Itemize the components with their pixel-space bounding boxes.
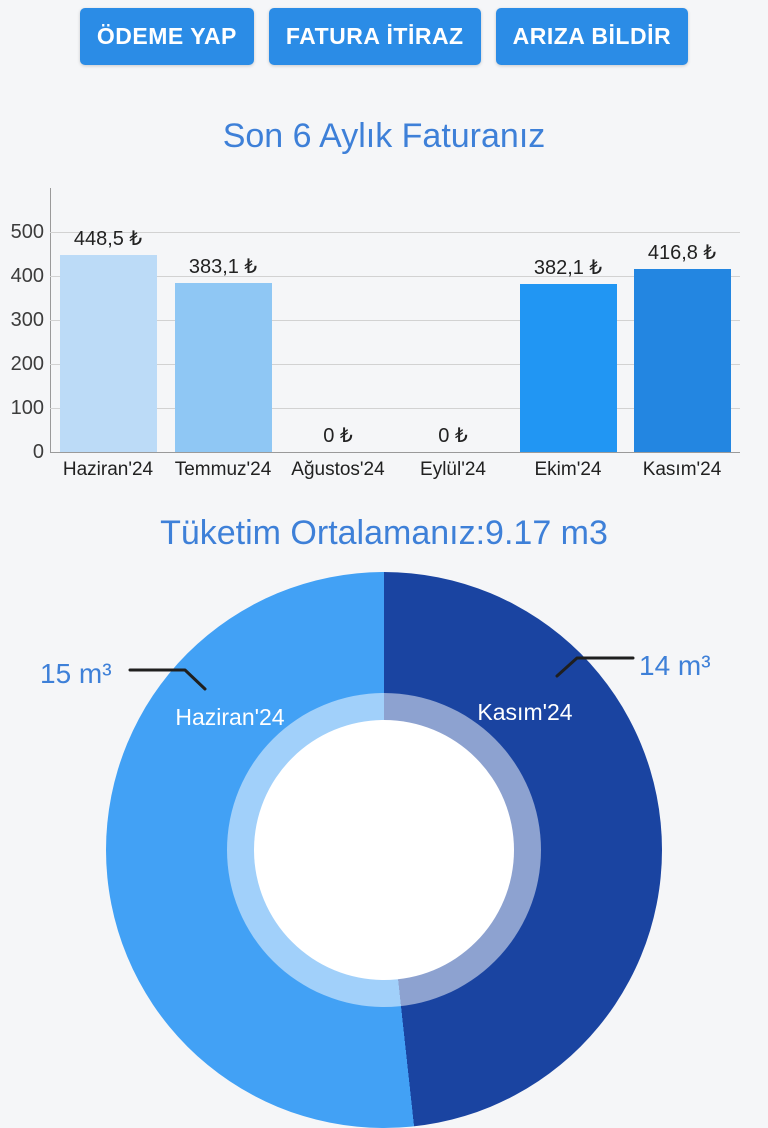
y-tick-label: 500 (10, 221, 44, 243)
donut-slice-label-kasim: Kasım'24 (477, 699, 573, 725)
y-tick-label: 400 (10, 265, 44, 287)
bar-Kasım'24 (634, 269, 731, 452)
bar-Haziran'24 (60, 255, 157, 452)
bar-value-label: 0 ₺ (438, 425, 468, 447)
donut-chart (106, 572, 662, 1128)
bar-Ekim'24 (520, 284, 617, 452)
bar-chart-title: Son 6 Aylık Faturanız (222, 117, 546, 155)
bar-category-label: Ağustos'24 (291, 459, 385, 480)
bill-objection-button[interactable]: FATURA İTİRAZ (269, 8, 481, 65)
bar-value-label: 383,1 ₺ (188, 256, 258, 279)
donut-hole (254, 720, 514, 980)
bar-chart (0, 185, 768, 480)
bar-value-label: 0 ₺ (323, 425, 353, 447)
donut-chart-title: Tüketim Ortalamanız:9.17 m3 (160, 514, 608, 552)
y-tick-label: 200 (10, 353, 44, 375)
bar-category-label: Kasım'24 (642, 459, 722, 480)
bar-Temmuz'24 (175, 283, 272, 452)
y-tick-label: 100 (10, 397, 44, 419)
report-fault-button[interactable]: ARIZA BİLDİR (496, 8, 688, 65)
bar-value-label: 382,1 ₺ (533, 256, 603, 279)
bar-value-label: 448,5 ₺ (73, 227, 143, 250)
bar-category-label: Eylül'24 (420, 459, 486, 480)
pay-bill-button[interactable]: ÖDEME YAP (80, 8, 254, 65)
gridline-0 (50, 452, 740, 453)
bar-category-label: Haziran'24 (62, 459, 154, 480)
action-button-row (0, 8, 768, 65)
y-tick-label: 300 (10, 309, 44, 331)
donut-callout-value-right: 14 m³ (639, 650, 711, 681)
bar-category-label: Temmuz'24 (174, 459, 272, 480)
y-tick-label: 0 (32, 441, 44, 463)
bar-value-label: 416,8 ₺ (647, 241, 717, 264)
bar-category-label: Ekim'24 (534, 459, 602, 480)
donut-callout-value-left: 15 m³ (40, 658, 112, 689)
donut-slice-label-haziran: Haziran'24 (175, 704, 285, 730)
